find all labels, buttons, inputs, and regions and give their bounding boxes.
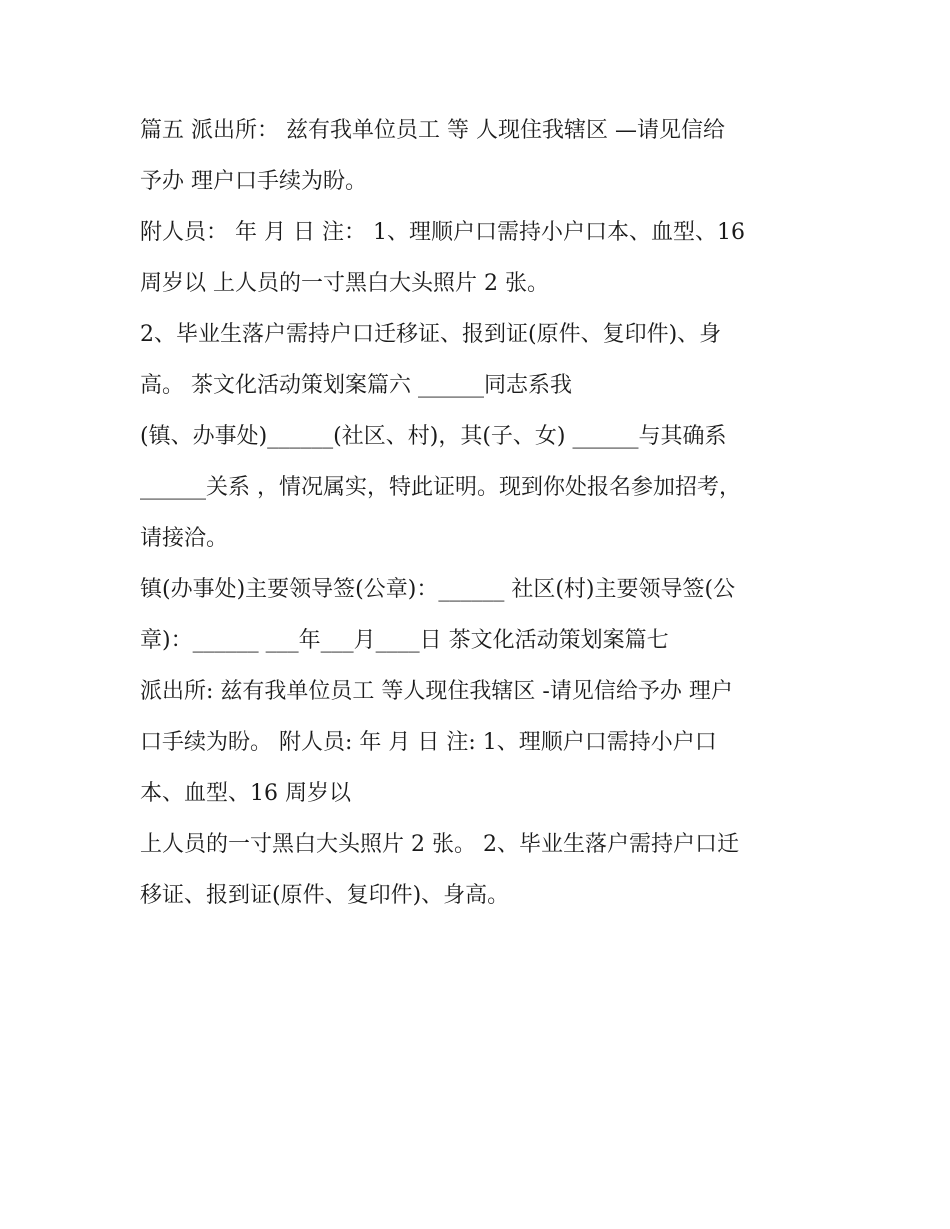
text-line: 篇五 派出所： 兹有我单位员工 等 人现住我辖区 —请见信给 — [140, 118, 725, 143]
text-line: 上人员的一寸黑白大头照片 2 张。 2、毕业生落户需持户口迁 — [140, 832, 739, 857]
text-line: 派出所: 兹有我单位员工 等人现住我辖区 -请见信给予办 理户 — [140, 679, 733, 704]
text-line: 移证、报到证(原件、复印件)、身高。 — [140, 883, 510, 908]
document-body — [140, 105, 810, 921]
text-line: 章)：______ ___年___月____日 茶文化活动策划案篇七 — [140, 628, 669, 653]
text-line: (镇、办事处)______(社区、村)，其(子、女) ______与其确系 — [140, 424, 727, 449]
text-line: ______关系 ，情况属实，特此证明。现到你处报名参加招考， — [140, 475, 741, 500]
text-line: 本、血型、16 周岁以 — [140, 781, 351, 806]
text-line: 请接洽。 — [140, 526, 229, 551]
text-line: 2、毕业生落户需持户口迁移证、报到证(原件、复印件)、身 — [140, 322, 722, 347]
text-line: 镇(办事处)主要领导签(公章)：______ 社区(村)主要领导签(公 — [140, 577, 736, 602]
text-line: 附人员： 年 月 日 注： 1、理顺户口需持小户口本、血型、16 — [140, 220, 745, 245]
text-line: 高。 茶文化活动策划案篇六 ______同志系我 — [140, 373, 572, 398]
text-line: 周岁以 上人员的一寸黑白大头照片 2 张。 — [140, 271, 549, 296]
text-line: 予办 理户口手续为盼。 — [140, 169, 367, 194]
text-line: 口手续为盼。 附人员: 年 月 日 注: 1、理顺户口需持小户口 — [140, 730, 717, 755]
